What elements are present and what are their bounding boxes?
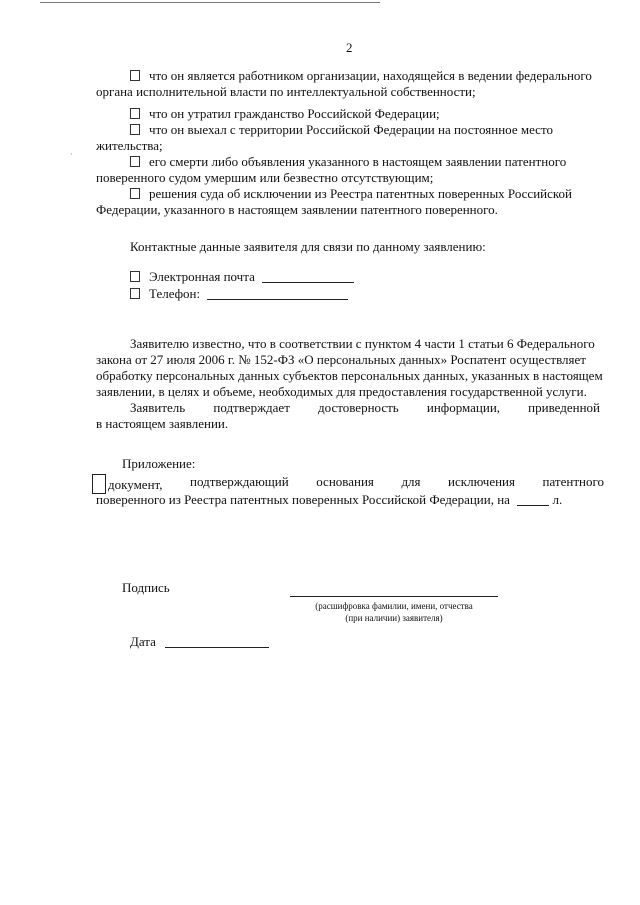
attachment-checkbox[interactable] (92, 474, 106, 494)
scan-speck: · (70, 150, 73, 159)
consent-line: Заявителю известно, что в соответствии с пунктом 4 части 1 статьи 6 Федерального (130, 336, 595, 351)
consent-line: закона от 27 июля 2006 г. № 152-ФЗ «О персональных данных» Роспатент осуществляет (96, 352, 586, 367)
confirm-word: достоверность (318, 400, 399, 415)
checklist-text: что он выехал с территории Российской Федерации на постоянное место (149, 122, 553, 137)
checklist-text: решения суда об исключении из Реестра патентных поверенных Российской (149, 186, 572, 201)
phone-field[interactable] (207, 287, 348, 300)
confirm-word: подтверждает (213, 400, 290, 415)
checklist-item (130, 122, 608, 138)
page-number: 2 (346, 40, 353, 55)
signature-hint (290, 600, 498, 624)
confirm-word: Заявитель (130, 400, 186, 415)
attachment-line-2 (96, 492, 562, 508)
signature-field[interactable] (290, 596, 498, 597)
checkbox[interactable] (130, 70, 140, 81)
top-border-line (40, 2, 380, 3)
checkbox[interactable] (130, 124, 140, 135)
email-row (130, 269, 354, 285)
signature-hint-line: (расшифровка фамилии, имени, отчества (315, 601, 473, 611)
attachment-line (92, 474, 604, 494)
phone-row (130, 286, 348, 302)
consent-line: обработку персональных данных субъектов персональных данных, указанных в настоящем (96, 368, 603, 383)
checkbox[interactable] (130, 188, 140, 199)
checklist-item (130, 186, 608, 202)
attachment-word: исключения (448, 474, 515, 489)
contacts-heading: Контактные данные заявителя для связи по данному заявлению: (130, 239, 486, 254)
confirm-word: информации, (426, 400, 501, 415)
date-row (130, 634, 269, 650)
attachment-word: патентного (542, 474, 604, 489)
checklist-text-cont: поверенного судом умершим или безвестно отсутствующим; (96, 170, 434, 185)
email-field[interactable] (262, 270, 354, 283)
phone-label: Телефон: (149, 286, 201, 301)
consent-line: заявлении, в целях и объеме, необходимых для предоставления государственной услуги. (96, 384, 587, 399)
confirm-line (130, 400, 600, 416)
checklist-text: его смерти либо объявления указанного в настоящем заявлении патентного (149, 154, 567, 169)
checklist-text-cont: Федерации, указанного в настоящем заявлении патентного поверенного. (96, 202, 498, 217)
checklist-text: что он утратил гражданство Российской Федерации; (149, 106, 440, 121)
checklist-text: что он является работником организации, находящейся в ведении федерального (149, 68, 592, 83)
pages-field[interactable] (517, 493, 549, 506)
checklist-item (130, 106, 608, 122)
confirm-line-2: в настоящем заявлении. (96, 416, 229, 431)
pages-suffix: л. (552, 492, 563, 507)
checkbox[interactable] (130, 271, 140, 282)
date-field[interactable] (165, 635, 269, 648)
attachment-word: для (401, 474, 421, 489)
attachment-word: документ, (108, 477, 163, 492)
attachment-text: поверенного из Реестра патентных поверенных Российской Федерации, на (96, 492, 510, 507)
confirm-word: приведенной (528, 400, 600, 415)
signature-hint-line: (при наличии) заявителя) (345, 613, 443, 623)
checklist-item (130, 154, 608, 170)
checklist-text-cont: органа исполнительной власти по интеллектуальной собственности; (96, 84, 476, 99)
date-label: Дата (130, 634, 156, 649)
signature-label: Подпись (122, 580, 170, 595)
attachment-word: подтверждающий (190, 474, 289, 489)
attachment-word: основания (316, 474, 374, 489)
checklist-text-cont: жительства; (96, 138, 163, 153)
attachment-heading: Приложение: (122, 456, 196, 471)
checkbox[interactable] (130, 288, 140, 299)
checklist-item (130, 68, 608, 84)
checkbox[interactable] (130, 156, 140, 167)
checkbox[interactable] (130, 108, 140, 119)
email-label: Электронная почта (149, 269, 255, 284)
